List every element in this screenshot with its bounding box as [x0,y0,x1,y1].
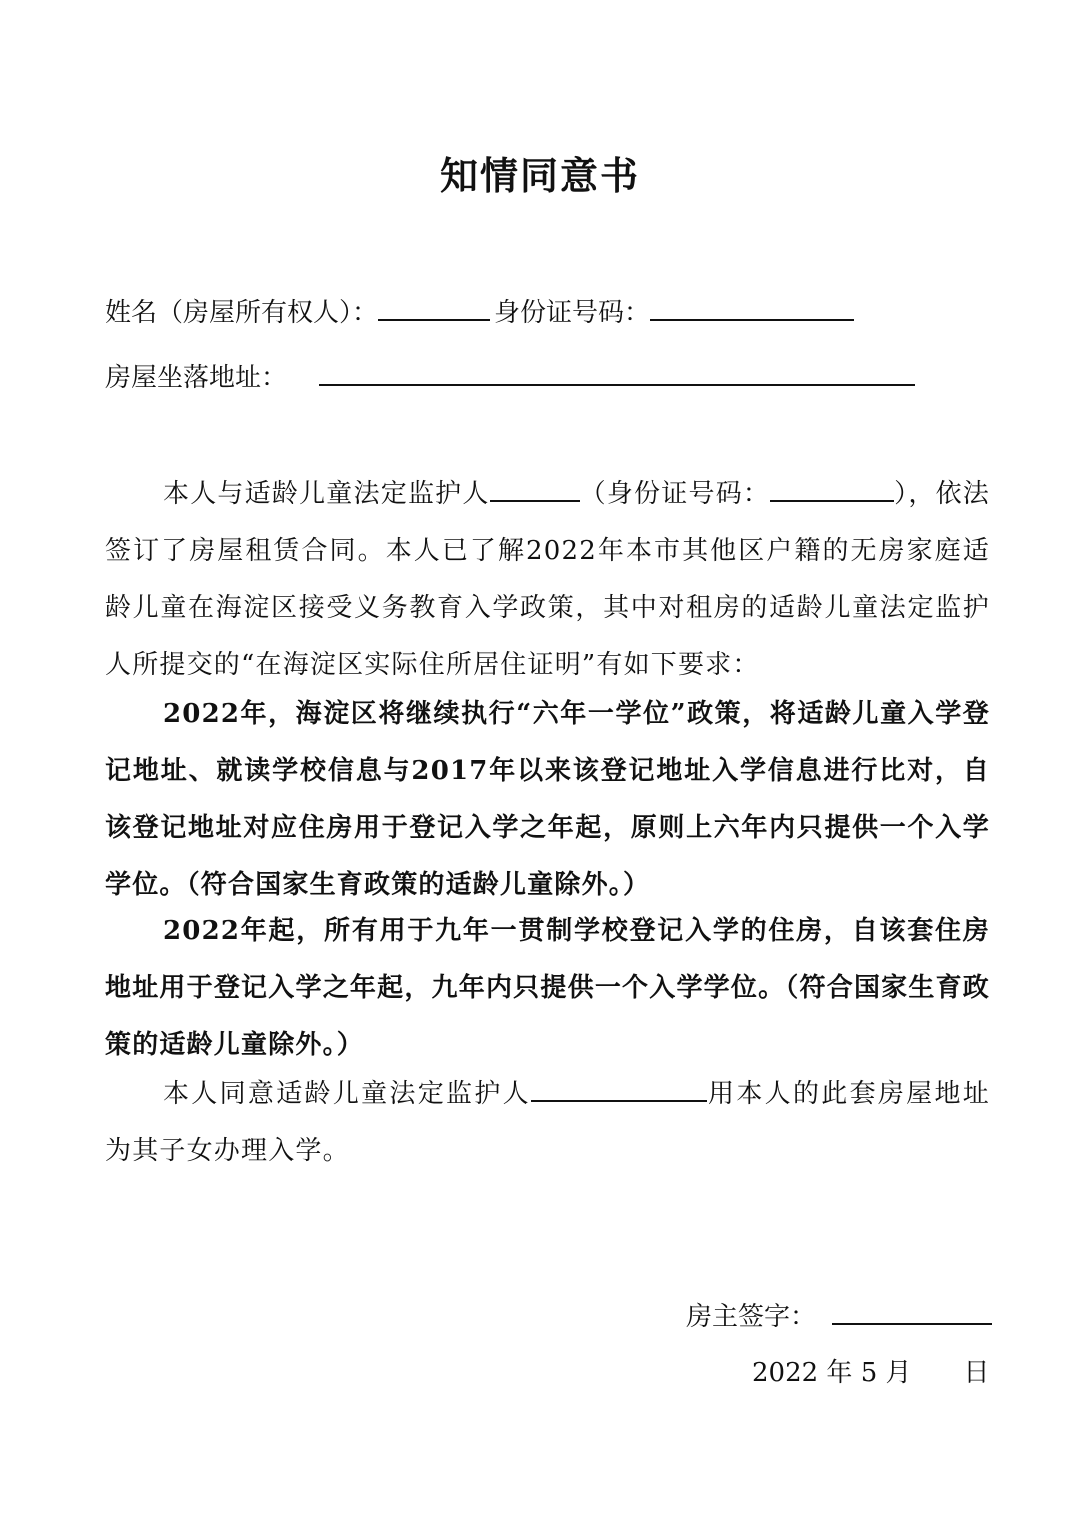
guardian-name-field-2[interactable] [531,1076,707,1102]
owner-name-field[interactable] [378,295,490,321]
id-number-label: 身份证号码： [494,298,651,328]
p1-text-a: 本人与适龄儿童法定监护人 [163,479,490,509]
signature-label: 房主签字： [686,1302,817,1332]
owner-info-line [105,295,854,330]
signature-line [686,1296,992,1333]
p1-text-b: （身份证号码： [579,479,771,509]
address-line [105,360,915,395]
paragraph-3: 2022年起，所有用于九年一贯制学校登记入学的住房，自该套住房地址用于登记入学之年起，九年内只提供一个入学学位。（符合国家生育政策的适龄儿童除外。） [105,916,990,1060]
document-title: 知情同意书 [439,153,640,198]
id-number-field[interactable] [650,295,854,321]
p1-text-c: ），依法签订了房屋租赁合同。本人已了解2022年本市其他区户籍的无房家庭适龄儿童在海淀区接受义务教育入学政策，其中对租房的适龄儿童法定监护人所提交的“在海淀区实际住所居住证明”有如下要求： [105,479,990,680]
guardian-id-field[interactable] [770,476,894,502]
address-label: 房屋坐落地址： [105,363,288,393]
signature-field[interactable] [832,1299,992,1325]
p4-text-b: 用本人的此套房屋地址为其子女办理入学。 [105,1079,990,1166]
date-line: 2022 年 5 月 日 [752,1358,990,1388]
guardian-name-field[interactable] [490,476,580,502]
paragraph-4 [105,1066,990,1180]
p4-text-a: 本人同意适龄儿童法定监护人 [163,1079,531,1109]
owner-name-label: 姓名（房屋所有权人）： [105,298,379,328]
paragraph-1 [105,466,990,694]
address-field[interactable] [319,360,915,386]
paragraph-2: 2022年，海淀区将继续执行“六年一学位”政策，将适龄儿童入学登记地址、就读学校信息与2017年以来该登记地址入学信息进行比对，自该登记地址对应住房用于登记入学之年起，原则上六年内只提供一个入学学位。（符合国家生育政策的适龄儿童除外。） [105,699,990,900]
